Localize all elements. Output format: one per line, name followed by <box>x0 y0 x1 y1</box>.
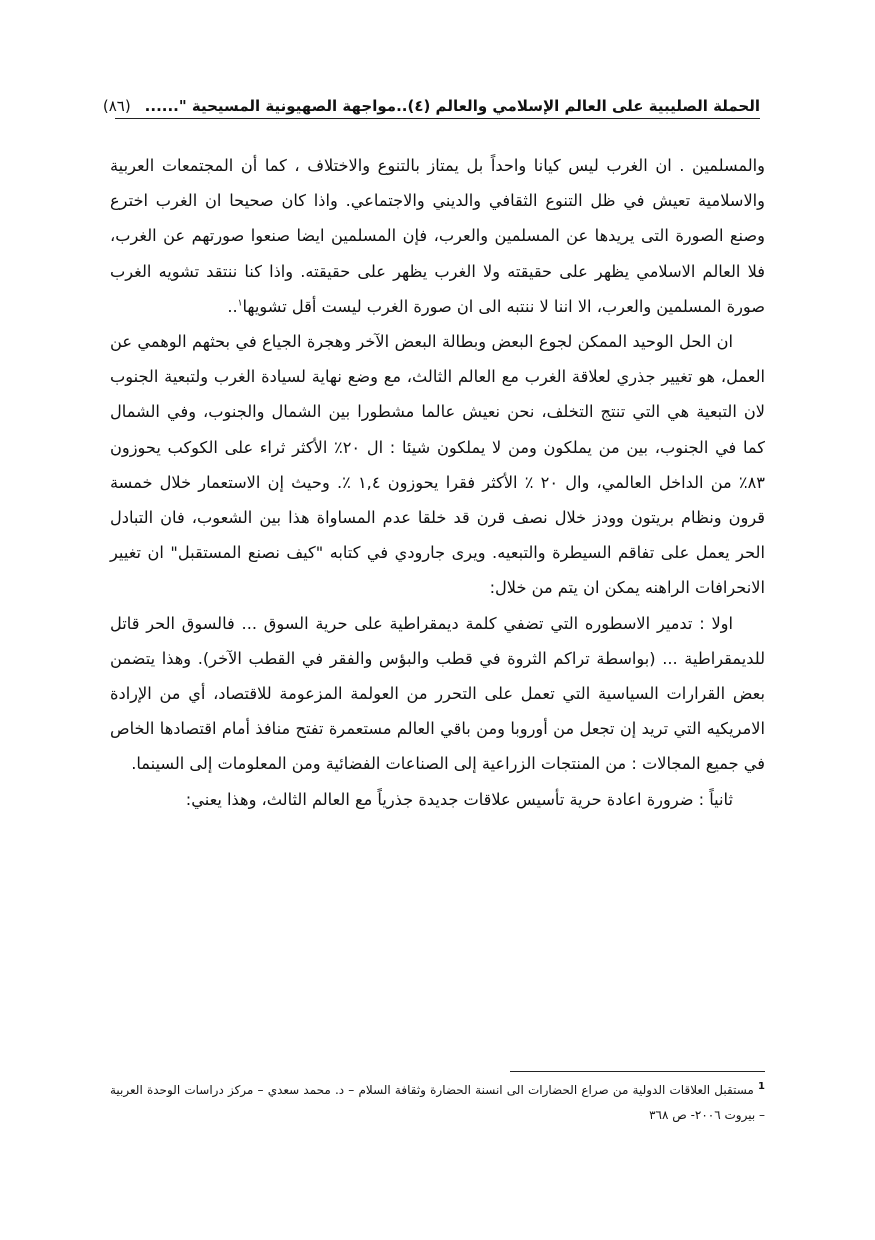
body-text <box>110 148 765 817</box>
footnote-text: مستقبل العلاقات الدولية من صراع الحضارات الى انسنة الحضارة وثقافة السلام – د. محمد سعدي – مركز دراسات الوحدة العربية – بيروت ٢٠٠٦- ص ٣٦٨ <box>110 1083 765 1122</box>
footnote-number: 1 <box>758 1081 765 1092</box>
paragraph-1-text: والمسلمين . ان الغرب ليس كيانا واحداً بل يمتاز بالتنوع والاختلاف ، كما أن المجتمعات العربية والاسلامية تعيش في ظل التنوع الثقافي والديني والاجتماعي. واذا كان صحيحا ان الغرب اخترع وصنع الصورة التى يريدها عن المسلمين والعرب، فإن المسلمين ايضا صنعوا صورتهم عن الغرب، فلا العالم الاسلامي يظهر على حقيقته ولا الغرب يظهر على حقيقته. واذا كنا ننتقد تشويه الغرب صورة المسلمين والعرب، الا اننا لا ننتبه الى ان صورة الغرب ليست أقل تشويها <box>110 156 765 316</box>
paragraph-4: ثانياً : ضرورة اعادة حرية تأسيس علاقات جديدة جذرياً مع العالم الثالث، وهذا يعني: <box>185 789 733 809</box>
paragraph-3: اولا : تدمير الاسطوره التي تضفي كلمة ديمقراطية على حرية السوق ... فالسوق الحر قاتل للديمقراطية ... (بواسطة تراكم الثروة في قطب والبؤس والفقر في القطب الآخر). وهذا يتضمن بعض القرارات السياسية التي تعمل على التحرر من العولمة المزعومة للاقتصاد، أي من الإرادة الامريكيه التي تريد إن تجعل من أوروبا ومن باقي العالم مستعمرة تفتح منافذ أمام اقتصادها الخاص في جميع المجالات : من المنتجات الزراعية إلى الصناعات الفضائية ومن المعلومات إلى السينما. <box>110 613 765 774</box>
running-header <box>102 90 760 119</box>
paragraph-1-end: .. <box>227 296 238 316</box>
footnote-separator <box>510 1071 765 1072</box>
page-number: (٨٦) <box>102 97 131 115</box>
paragraph-2: ان الحل الوحيد الممكن لجوع البعض وبطالة البعض الآخر وهجرة الجياع في بحثهم الوهمي عن العمل، هو تغيير جذري لعلاقة الغرب مع العالم الثالث، مع وضع نهاية لسيادة الغرب ولتبعية الجنوب لان التبعية هي التي تنتج التخلف، نحن نعيش عالما مشطورا بين الشمال والجنوب، وفي الشمال كما في الجنوب، بين من يملكون ومن لا يملكون شيئا : ال ٢٠٪ الأكثر ثراء على الكوكب يحوزون ٨٣٪ من الداخل العالمي، وال ٢٠ ٪ الأكثر فقرا يحوزون ١,٤ ٪. وحيث إن الاستعمار خلال خمسة قرون ونظام بريتون وودز خلال نصف قرن قد خلقا عدم المساواة هذا بين الشعوب، فان التبادل الحر يعمل على تفاقم السيطرة والتبعيه. ويرى جارودي في كتابه "كيف نصنع المستقبل" ان تغيير الانحرافات الراهنه يمكن ان يتم من خلال: <box>110 332 765 598</box>
header-title: الحملة الصليبية على العالم الإسلامي والعالم (٤)..مواجهة الصهيونية المسيحية "...... <box>144 97 760 115</box>
footnote <box>110 1078 765 1128</box>
paragraph-1 <box>110 148 765 324</box>
footnote-reference[interactable]: ١ <box>237 298 243 309</box>
